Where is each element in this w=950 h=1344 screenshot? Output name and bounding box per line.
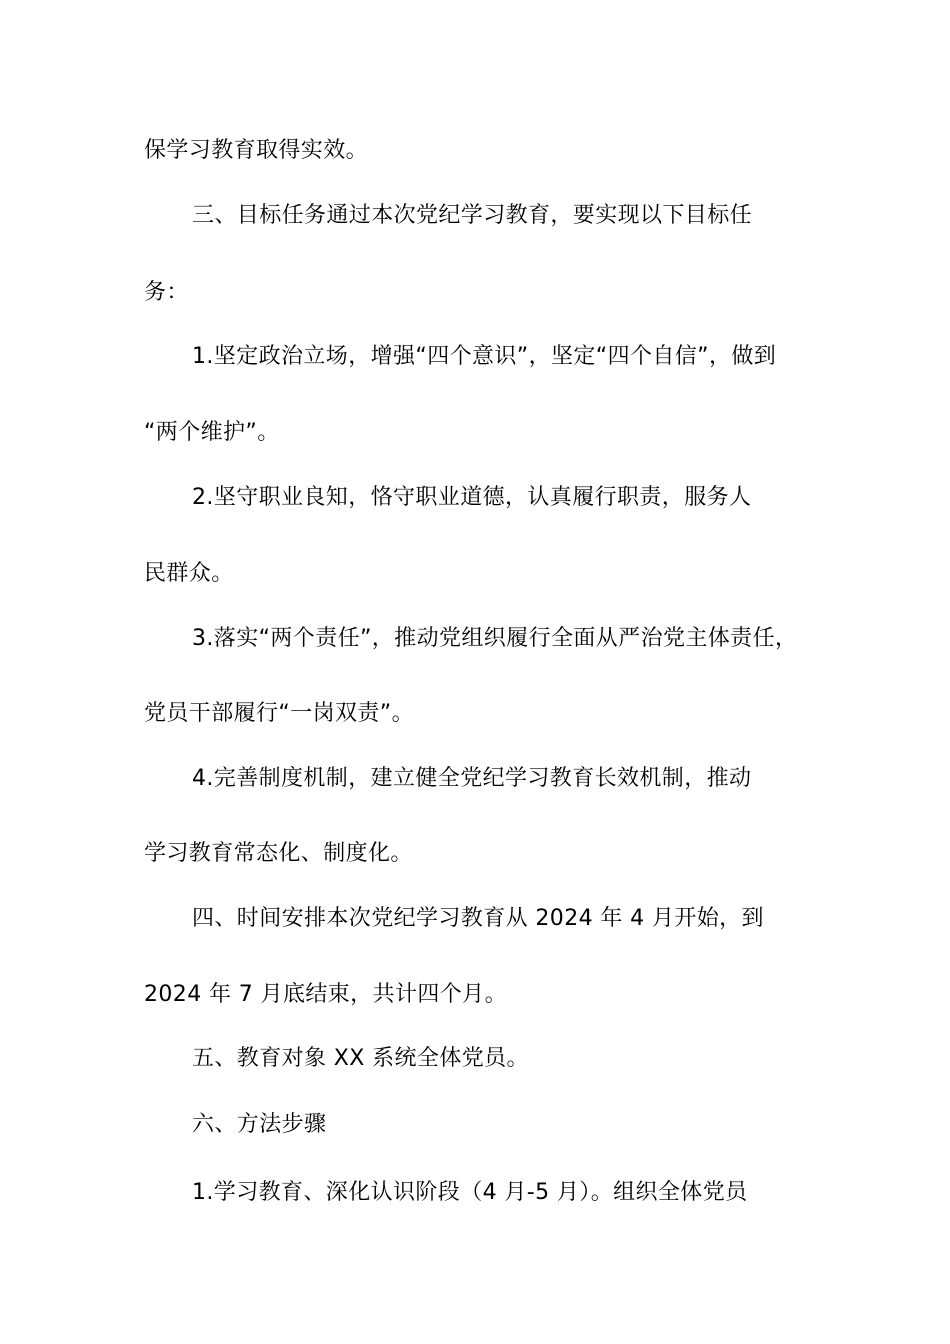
paragraph-continuation: 保学习教育取得实效。	[144, 138, 369, 163]
task-item-3: 3.落实“两个责任”，推动党组织履行全面从严治党主体责任，	[192, 626, 798, 651]
section-three-heading: 三、目标任务通过本次党纪学习教育，要实现以下目标任	[192, 203, 753, 228]
task-item-1-continuation: “两个维护”。	[144, 420, 280, 445]
section-four-continuation: 2024 年 7 月底结束，共计四个月。	[144, 982, 507, 1007]
task-item-4: 4.完善制度机制，建立健全党纪学习教育长效机制，推动	[192, 766, 752, 791]
task-item-1: 1.坚定政治立场，增强“四个意识”，坚定“四个自信”，做到	[192, 344, 777, 369]
section-six-heading: 六、方法步骤	[192, 1112, 327, 1137]
section-four-heading: 四、时间安排本次党纪学习教育从 2024 年 4 月开始，到	[192, 906, 764, 931]
task-item-2-continuation: 民群众。	[144, 561, 234, 586]
section-three-continuation: 务：	[144, 280, 189, 305]
task-item-3-continuation: 党员干部履行“一岗双责”。	[144, 701, 414, 726]
task-item-2: 2.坚守职业良知，恪守职业道德，认真履行职责，服务人	[192, 485, 752, 510]
task-item-4-continuation: 学习教育常态化、制度化。	[144, 841, 413, 866]
step-item-1: 1.学习教育、深化认识阶段（4 月-5 月）。组织全体党员	[192, 1180, 748, 1205]
section-five-heading: 五、教育对象 XX 系统全体党员。	[192, 1046, 529, 1071]
